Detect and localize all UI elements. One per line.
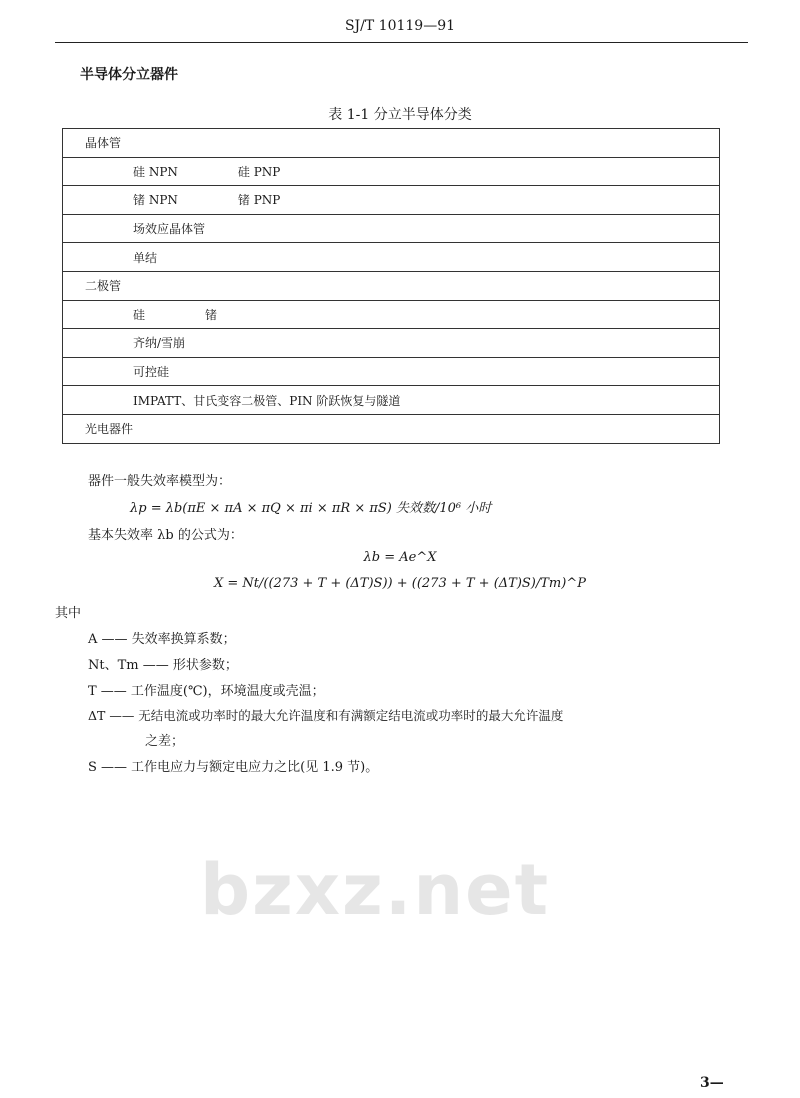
- definition-continuation: 之差；: [145, 734, 185, 749]
- watermark: bzxz.net: [200, 849, 551, 931]
- table-cell: [63, 357, 720, 386]
- table-row: [63, 129, 720, 158]
- category-label: 二极管: [85, 279, 122, 294]
- category-label: 硅 NPN: [133, 164, 178, 179]
- table-cell: [63, 157, 720, 186]
- page-number: 3—: [700, 1075, 724, 1091]
- definition: ΔT —— 无结电流或功率时的最大允许温度和有满额定结电流或功率时的最大允许温度: [88, 708, 564, 723]
- category-label: 齐纳/雪崩: [133, 336, 186, 351]
- category-label: 硅 PNP: [237, 164, 281, 179]
- table-row: [63, 214, 720, 243]
- table-cell: [63, 386, 720, 415]
- table-cell: [63, 186, 720, 215]
- table-row: [63, 271, 720, 300]
- table-row: [63, 186, 720, 215]
- where-label: 其中: [55, 606, 82, 621]
- header-rule: [55, 42, 748, 43]
- table-cell: [63, 214, 720, 243]
- paragraph: 基本失效率 λb 的公式为：: [88, 528, 243, 543]
- category-label: IMPATT、甘氏变容二极管、PIN 阶跃恢复与隧道: [133, 393, 401, 408]
- table-cell: [63, 129, 720, 158]
- table-row: [63, 243, 720, 272]
- classification-table: [62, 128, 720, 444]
- formula-failure-rate: λp = λb(πE × πA × πQ × πi × πR × πS) 失效数/10⁶ 小时: [130, 501, 492, 516]
- table-title: 表 1-1 分立半导体分类: [328, 107, 472, 123]
- table-row: [63, 357, 720, 386]
- category-label: 锗 PNP: [237, 193, 281, 208]
- table-row: [63, 329, 720, 358]
- table-row: [63, 157, 720, 186]
- standard-number-header: SJ/T 10119—91: [344, 18, 456, 34]
- paragraph: 器件一般失效率模型为：: [88, 474, 232, 489]
- table-cell: [63, 271, 720, 300]
- category-label: 场效应晶体管: [133, 222, 206, 237]
- definition: T —— 工作温度(℃)，环境温度或壳温；: [88, 684, 325, 699]
- category-label: 单结: [133, 250, 158, 265]
- definition: S —— 工作电应力与额定电应力之比(见 1.9 节)。: [88, 760, 379, 775]
- table-row: [63, 414, 720, 443]
- category-label: 硅: [133, 307, 146, 322]
- table-cell: [63, 414, 720, 443]
- table-row: [63, 386, 720, 415]
- definition: A —— 失效率换算系数；: [88, 632, 236, 647]
- definition: Nt、Tm —— 形状参数；: [88, 658, 238, 673]
- category-label: 光电器件: [85, 422, 134, 437]
- category-label: 锗 NPN: [133, 193, 178, 208]
- table-cell: [63, 300, 720, 329]
- category-label: 锗: [205, 307, 218, 322]
- category-label: 晶体管: [85, 136, 122, 151]
- category-label: 可控硅: [133, 365, 170, 380]
- section-title: 半导体分立器件: [80, 67, 178, 83]
- table-cell: [63, 329, 720, 358]
- formula-base-rate: λb = Ae^X: [363, 550, 437, 565]
- table-cell: [63, 243, 720, 272]
- table-row: [63, 300, 720, 329]
- formula-x: X = Nt/((273 + T + (ΔT)S)) + ((273 + T + (ΔT)S)/Tm)^P: [214, 576, 586, 591]
